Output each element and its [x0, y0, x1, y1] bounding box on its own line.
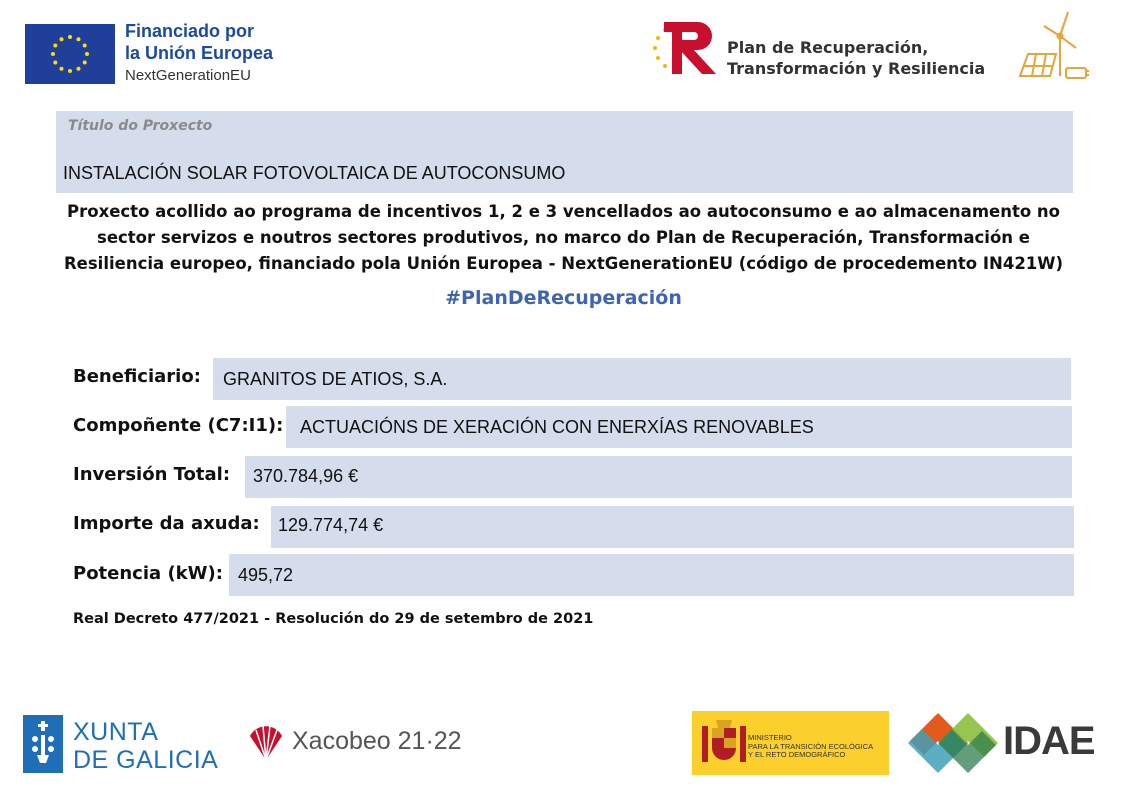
eu-flag-icon [25, 24, 115, 84]
eu-line-1: Financiado por [125, 21, 255, 41]
description-line-3: Resiliencia europeo, financiado pola Unión Europea - NextGenerationEU (código de procedemento IN421W) [63, 254, 1064, 273]
spain-coat-of-arms-icon [700, 716, 748, 770]
project-title-label: Título do Proxecto [68, 118, 213, 134]
xunta-line-2: DE GALICIA [73, 746, 219, 774]
scallop-shell-icon [246, 722, 286, 762]
xunta-shield-icon [23, 715, 63, 773]
potencia-box [229, 554, 1074, 596]
project-description [40, 199, 1087, 277]
xunta-line-1: XUNTA [73, 718, 159, 746]
beneficiario-value: GRANITOS DE ATIOS, S.A. [223, 369, 448, 389]
ministerio-line-1: MINISTERIO [748, 733, 792, 742]
xunta-text [73, 718, 218, 774]
importe-label: Importe da axuda: [73, 513, 260, 534]
project-title-value: INSTALACIÓN SOLAR FOTOVOLTAICA DE AUTOCONSUMO [63, 163, 566, 183]
inversion-box [245, 456, 1072, 498]
ministerio-text [748, 734, 873, 760]
inversion-value: 370.784,96 € [253, 466, 359, 486]
prtr-line-2: Transformación y Resiliencia [727, 59, 986, 78]
eu-funding-text [125, 20, 273, 87]
beneficiario-label: Beneficiario: [73, 366, 201, 387]
potencia-value: 495,72 [238, 565, 294, 585]
componente-value: ACTUACIÓNS DE XERACIÓN CON ENERXÍAS RENOVABLES [300, 417, 814, 437]
potencia-label: Potencia (kW): [73, 563, 223, 584]
eu-line-3: NextGenerationEU [125, 67, 251, 84]
importe-box [271, 506, 1074, 548]
xacobeo-text: Xacobeo 21·22 [292, 727, 462, 755]
prtr-icon [652, 16, 722, 80]
ministerio-line-3: Y EL RETO DEMOGRÁFICO [748, 750, 846, 759]
idae-text: IDAE [1003, 719, 1095, 763]
ministerio-line-2: PARA LA TRANSICIÓN ECOLÓGICA [748, 741, 874, 751]
inversion-label: Inversión Total: [73, 464, 231, 485]
idae-logo-icon [906, 711, 1000, 775]
hashtag: #PlanDeRecuperación [445, 287, 682, 309]
prtr-text [727, 37, 985, 79]
decree-text: Real Decreto 477/2021 - Resolución do 29 de setembro de 2021 [73, 611, 594, 627]
eu-line-2: la Unión Europea [125, 43, 274, 63]
importe-value: 129.774,74 € [278, 515, 384, 535]
description-line-2: sector servizos e noutros sectores produtivos, no marco do Plan de Recuperación, Transformación e [97, 228, 1030, 247]
prtr-line-1: Plan de Recuperación, [727, 38, 929, 57]
componente-label: Compoñente (C7:I1): [73, 415, 284, 436]
wind-solar-icon [1010, 6, 1092, 84]
description-line-1: Proxecto acollido ao programa de incentivos 1, 2 e 3 vencellados ao autoconsumo e ao almacenamento no [67, 202, 1060, 221]
